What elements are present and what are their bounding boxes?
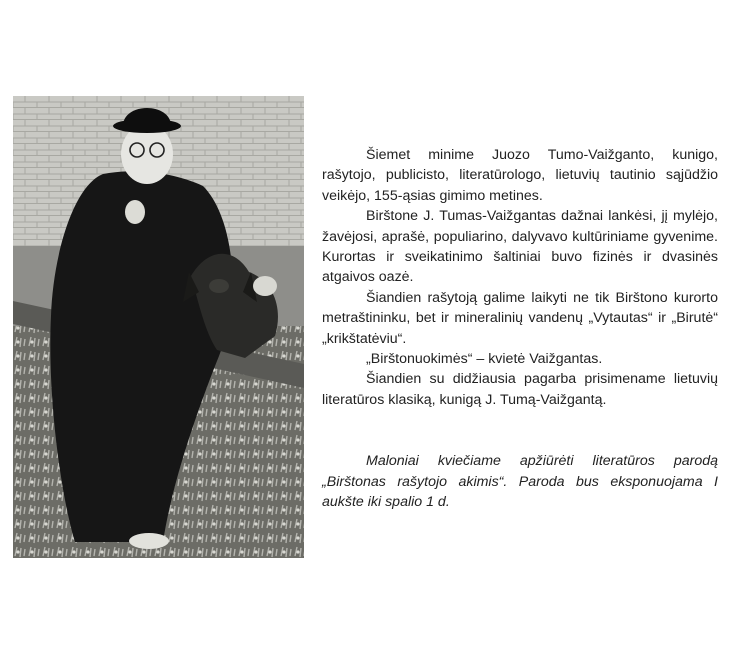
article-text (322, 145, 718, 513)
vaizgantas-photo (13, 96, 304, 558)
paragraph-intro: Šiemet minime Juozo Tumo-Vaižganto, kunigo, rašytojo, publicisto, literatūrologo, lietuvių tautinio sąjūdžio veikėjo, 155-ąsias gimimo metines. (322, 147, 718, 204)
paragraph-chronicler: Šiandien rašytoją galime laikyti ne tik Birštono kurorto metraštininku, bet ir mineralinių vandenų „Vytautas“ ir „Birutė“ „krikštatėviu“. (322, 289, 718, 347)
exhibition-invitation: Maloniai kviečiame apžiūrėti literatūros parodą „Birštonas rašytojo akimis“. Paroda bus eksponuojama I aukšte iki spalio 1 d. (322, 453, 718, 511)
paragraph-birstonas-visits: Birštone J. Tumas-Vaižgantas dažnai lankėsi, jį mylėjo, žavėjosi, aprašė, populiarino, dalyvavo kultūriniame gyvenime. Kurortas ir sveikatinimo šaltiniai buvo fizinės ir dvasinės atgaivos oazė. (322, 208, 718, 286)
paragraph-remembrance: Šiandien su didžiausia pagarba prisimename lietuvių literatūros klasiką, kunigą J. Tumą-Vaižgantą. (322, 371, 718, 408)
paragraph-quote: „Birštonuokimės“ – kvietė Vaižgantas. (366, 351, 603, 368)
